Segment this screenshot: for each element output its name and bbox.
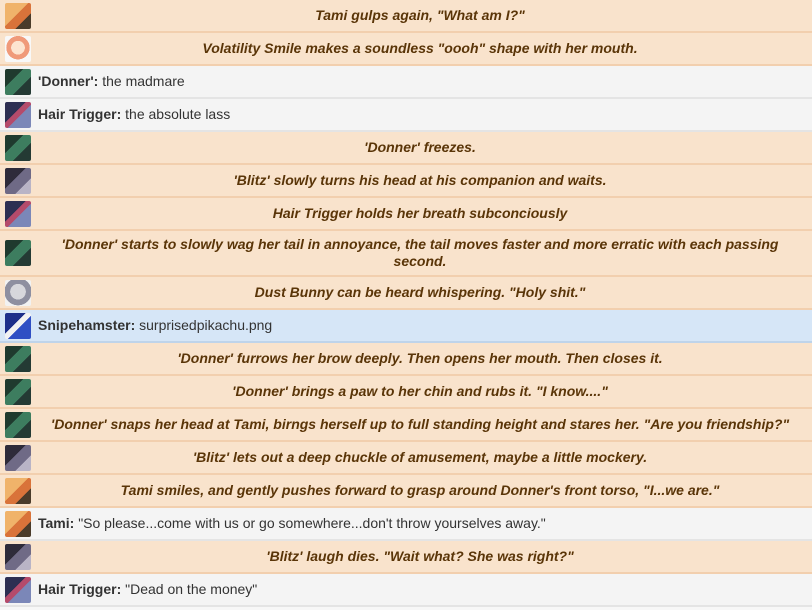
avatar[interactable] xyxy=(5,445,31,471)
message-text xyxy=(38,35,812,62)
avatar[interactable] xyxy=(5,511,31,537)
message-body: the madmare xyxy=(102,73,185,89)
avatar[interactable] xyxy=(5,102,31,128)
speaker-name[interactable]: Hair Trigger: xyxy=(38,581,122,597)
message-body: Dust Bunny can be heard whispering. "Holy shit." xyxy=(254,284,586,300)
message-text xyxy=(38,411,812,438)
message-body: 'Donner' snaps her head at Tami, birngs herself up to full standing height and stares her. "Are you friendship?" xyxy=(50,416,790,432)
chat-message xyxy=(0,310,812,343)
chat-message xyxy=(0,277,812,310)
message-body: the absolute lass xyxy=(125,106,231,122)
message-body: Hair Trigger holds her breath subconciously xyxy=(272,205,568,221)
chat-message xyxy=(0,343,812,376)
message-body: Tami gulps again, "What am I?" xyxy=(315,7,525,23)
message-text xyxy=(38,279,812,306)
message-body: 'Blitz' lets out a deep chuckle of amusement, maybe a little mockery. xyxy=(192,449,648,465)
avatar[interactable] xyxy=(5,280,31,306)
message-text xyxy=(38,167,812,194)
chat-message xyxy=(0,409,812,442)
chat-message xyxy=(0,442,812,475)
avatar[interactable] xyxy=(5,379,31,405)
message-body: 'Donner' starts to slowly wag her tail in annoyance, the tail moves faster and more erratic with each passing second. xyxy=(61,236,779,269)
message-body: "Dead on the money" xyxy=(125,581,258,597)
chat-message xyxy=(0,33,812,66)
avatar[interactable] xyxy=(5,313,31,339)
message-body: 'Donner' brings a paw to her chin and rubs it. "I know...." xyxy=(232,383,608,399)
message-body: Volatility Smile makes a soundless "oooh" shape with her mouth. xyxy=(202,40,638,56)
message-text xyxy=(38,477,812,504)
avatar[interactable] xyxy=(5,240,31,266)
message-body: Tami smiles, and gently pushes forward to grasp around Donner's front torso, "I...we are." xyxy=(120,482,720,498)
message-text xyxy=(38,231,812,275)
avatar[interactable] xyxy=(5,478,31,504)
avatar[interactable] xyxy=(5,346,31,372)
avatar[interactable] xyxy=(5,577,31,603)
chat-message xyxy=(0,99,812,132)
message-body: "So please...come with us or go somewhere...don't throw yourselves away." xyxy=(78,515,546,531)
chat-message xyxy=(0,475,812,508)
message-body: 'Blitz' laugh dies. "Wait what? She was right?" xyxy=(266,548,574,564)
chat-message xyxy=(0,66,812,99)
avatar[interactable] xyxy=(5,36,31,62)
chat-message xyxy=(0,376,812,409)
avatar[interactable] xyxy=(5,135,31,161)
avatar[interactable] xyxy=(5,544,31,570)
message-text xyxy=(38,68,812,95)
message-text xyxy=(38,378,812,405)
avatar[interactable] xyxy=(5,3,31,29)
chat-message xyxy=(0,0,812,33)
message-text xyxy=(38,2,812,29)
chat-message xyxy=(0,574,812,607)
chat-message xyxy=(0,508,812,541)
chat-message xyxy=(0,231,812,277)
message-text xyxy=(38,101,812,128)
chat-message xyxy=(0,132,812,165)
message-text xyxy=(38,312,812,339)
speaker-name[interactable]: Hair Trigger: xyxy=(38,106,122,122)
message-text xyxy=(38,200,812,227)
message-text xyxy=(38,510,812,537)
message-text xyxy=(38,134,812,161)
message-text xyxy=(38,543,812,570)
avatar[interactable] xyxy=(5,168,31,194)
avatar[interactable] xyxy=(5,201,31,227)
chat-message xyxy=(0,165,812,198)
speaker-name[interactable]: Snipehamster: xyxy=(38,317,136,333)
message-text xyxy=(38,345,812,372)
speaker-name[interactable]: 'Donner': xyxy=(38,73,99,89)
chat-message xyxy=(0,198,812,231)
message-body: 'Donner' freezes. xyxy=(364,139,476,155)
message-text xyxy=(38,576,812,603)
avatar[interactable] xyxy=(5,412,31,438)
speaker-name[interactable]: Tami: xyxy=(38,515,75,531)
message-text xyxy=(38,444,812,471)
avatar[interactable] xyxy=(5,69,31,95)
message-body: surprisedpikachu.png xyxy=(139,317,273,333)
message-body: 'Blitz' slowly turns his head at his companion and waits. xyxy=(233,172,607,188)
message-body: 'Donner' furrows her brow deeply. Then opens her mouth. Then closes it. xyxy=(177,350,663,366)
chat-message xyxy=(0,541,812,574)
